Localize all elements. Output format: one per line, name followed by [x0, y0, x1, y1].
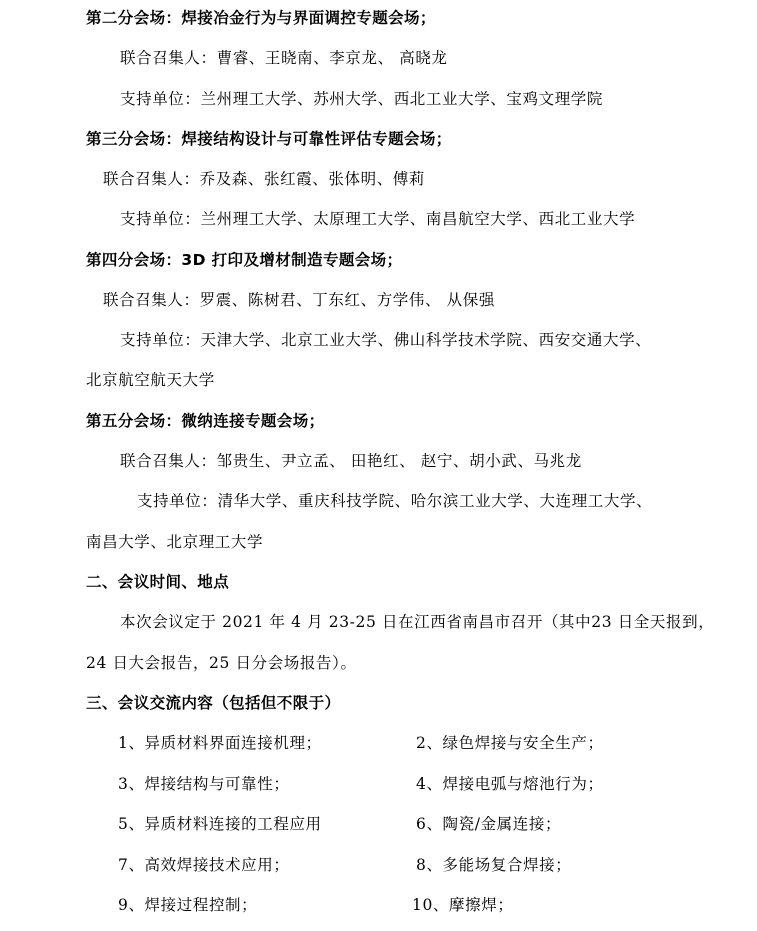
topic-item: 9、焊接过程控制；	[118, 896, 258, 914]
session2-heading: 第二分会场：焊接冶金行为与界面调控专题会场；	[86, 9, 436, 27]
session5-support-line2: 南昌大学、北京理工大学	[86, 533, 264, 551]
section2-heading: 二、会议时间、地点	[86, 573, 230, 591]
session3-conveners: 联合召集人：乔及森、张红霞、张体明、傅莉	[103, 170, 426, 188]
session3-heading: 第三分会场：焊接结构设计与可靠性评估专题会场；	[86, 130, 452, 148]
topic-item: 2、绿色焊接与安全生产；	[416, 734, 604, 752]
session2-support: 支持单位：兰州理工大学、苏州大学、西北工业大学、宝鸡文理学院	[120, 90, 604, 108]
session5-conveners: 联合召集人：邹贵生、尹立孟、 田艳红、 赵宁、胡小武、马兆龙	[120, 452, 582, 470]
section2-para-line2: 24 日大会报告，25 日分会场报告）。	[86, 654, 357, 672]
topic-item: 10、摩擦焊；	[412, 896, 514, 914]
session5-heading: 第五分会场：微纳连接专题会场；	[86, 412, 325, 430]
session4-support-line1: 支持单位：天津大学、北京工业大学、佛山科学技术学院、西安交通大学、	[120, 331, 652, 349]
topic-item: 8、多能场复合焊接；	[416, 856, 572, 874]
topic-item: 7、高效焊接技术应用；	[118, 856, 290, 874]
topic-item: 4、焊接电弧与熔池行为；	[416, 775, 604, 793]
session4-conveners: 联合召集人：罗震、陈树君、丁东红、方学伟、 从保强	[103, 291, 495, 309]
topic-item: 6、陶瓷/金属连接；	[416, 815, 562, 833]
session3-support: 支持单位：兰州理工大学、太原理工大学、南昌航空大学、西北工业大学	[120, 210, 636, 228]
section2-para-line1: 本次会议定于 2021 年 4 月 23-25 日在江西省南昌市召开（其中23 日全天报到，	[120, 613, 715, 631]
session4-support-line2: 北京航空航天大学	[86, 371, 215, 389]
section3-heading: 三、会议交流内容（包括但不限于）	[86, 694, 341, 712]
session2-conveners: 联合召集人：曹睿、王晓南、李京龙、 高晓龙	[120, 49, 448, 67]
topic-item: 3、焊接结构与可靠性；	[118, 775, 290, 793]
topic-item: 5、异质材料连接的工程应用	[118, 815, 322, 833]
topic-item: 1、异质材料界面连接机理；	[118, 734, 322, 752]
session5-support-line1: 支持单位：清华大学、重庆科技学院、哈尔滨工业大学、大连理工大学、	[137, 492, 653, 510]
session4-heading: 第四分会场：3D 打印及增材制造专题会场；	[86, 251, 403, 269]
